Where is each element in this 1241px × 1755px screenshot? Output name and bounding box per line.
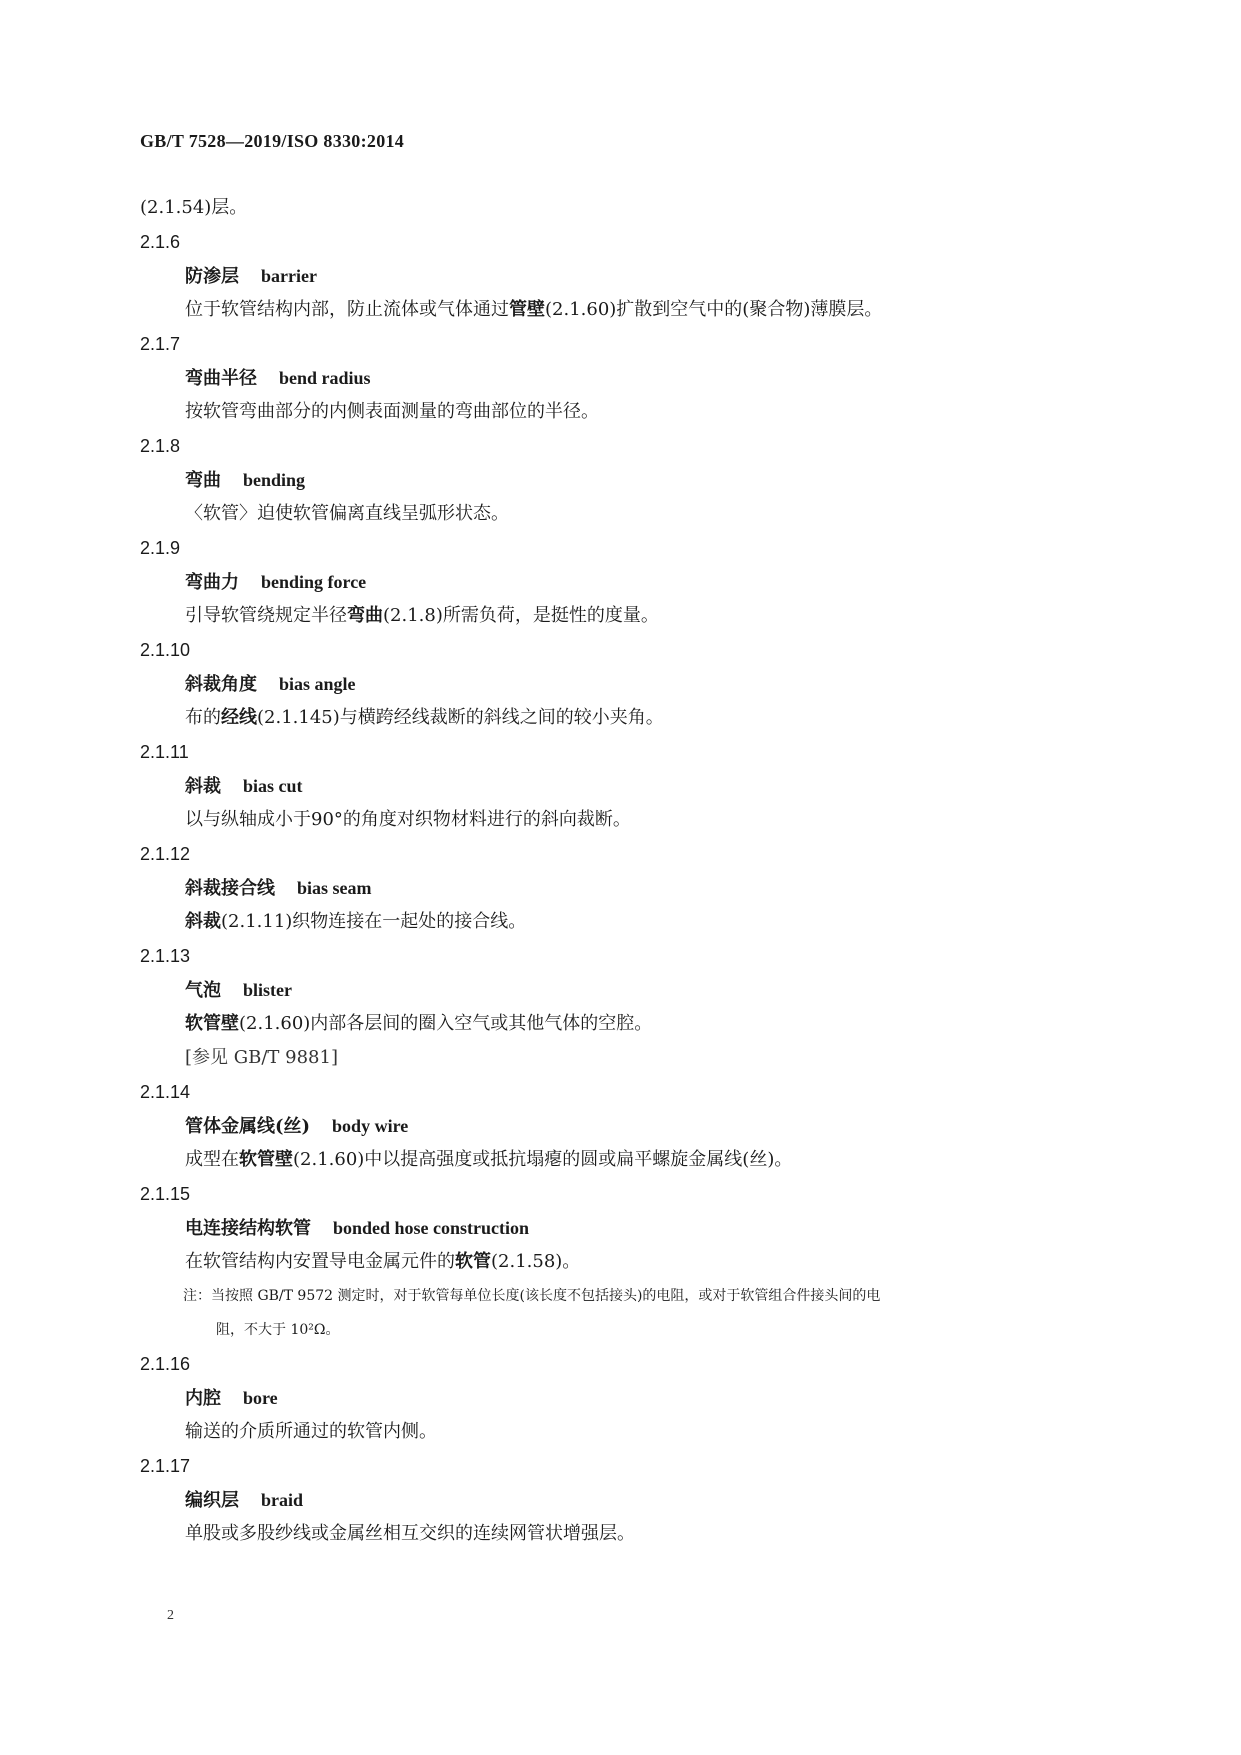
entry-number: 2.1.6 [140, 232, 181, 252]
def-text: 引导软管绕规定半径 [185, 605, 347, 626]
def-text: 〈软管〉迫使软管偏离直线呈弧形状态。 [185, 503, 509, 524]
def-text: 布的 [185, 707, 221, 728]
entry-number: 2.1.7 [140, 334, 181, 354]
entry-2-1-8 [140, 429, 1100, 531]
entry-2-1-12 [140, 837, 1100, 939]
term-en: bias angle [279, 674, 356, 694]
term-en: body wire [332, 1116, 409, 1136]
note-line: 阻，不大于 10²Ω。 [216, 1322, 340, 1338]
term-en: bend radius [279, 368, 371, 388]
definition [140, 1415, 1100, 1449]
term-zh: 弯曲力 [185, 572, 239, 593]
term-en: blister [243, 980, 292, 1000]
term-zh: 斜裁角度 [185, 674, 257, 695]
note [140, 1279, 1123, 1347]
term-en: braid [261, 1490, 304, 1510]
page-header: GB/T 7528—2019/ISO 8330:2014 [140, 131, 405, 151]
definition [140, 905, 1100, 939]
term [140, 463, 1100, 497]
term [140, 565, 1100, 599]
term-zh: 电连接结构软管 [185, 1218, 311, 1239]
entry-2-1-9 [140, 531, 1100, 633]
def-term-ref: 管壁 [509, 299, 545, 320]
term-en: bore [243, 1388, 278, 1408]
term-en: bonded hose construction [333, 1218, 530, 1238]
page-number: 2 [167, 1608, 174, 1623]
definition [140, 1245, 1100, 1279]
def-term-ref: 经线 [221, 707, 257, 728]
def-text: (2.1.58)。 [491, 1251, 581, 1272]
def-text: 按软管弯曲部分的内侧表面测量的弯曲部位的半径。 [185, 401, 599, 422]
term [140, 361, 1100, 395]
entry-2-1-11 [140, 735, 1100, 837]
entry-2-1-7 [140, 327, 1100, 429]
entry-number: 2.1.13 [140, 946, 191, 966]
entry-number: 2.1.12 [140, 844, 191, 864]
entry-2-1-16 [140, 1347, 1100, 1449]
note-line: 注：当按照 GB/T 9572 测定时，对于软管每单位长度(该长度不包括接头)的电阻，或对于软管组合件接头间的电 [183, 1288, 881, 1304]
term-en: bending force [261, 572, 367, 592]
continuation-line: (2.1.54)层。 [140, 197, 248, 218]
entry-number: 2.1.15 [140, 1184, 191, 1204]
definition [140, 395, 1100, 429]
term-zh: 斜裁接合线 [185, 878, 275, 899]
definition [140, 803, 1100, 837]
term [140, 1109, 1100, 1143]
term-zh: 弯曲半径 [185, 368, 257, 389]
def-text: 单股或多股纱线或金属丝相互交织的连续网管状增强层。 [185, 1523, 635, 1544]
term-zh: 气泡 [185, 980, 221, 1001]
def-term-ref: 软管 [455, 1251, 491, 1272]
definition [140, 599, 1100, 633]
entry-2-1-15 [140, 1177, 1100, 1347]
entry-number: 2.1.8 [140, 436, 181, 456]
definition [140, 1517, 1100, 1551]
def-text: 以与纵轴成小于90°的角度对织物材料进行的斜向裁断。 [185, 809, 631, 830]
entry-number: 2.1.16 [140, 1354, 191, 1374]
reference-note: [参见 GB/T 9881] [185, 1047, 338, 1068]
def-text: (2.1.8)所需负荷，是挺性的度量。 [383, 605, 659, 626]
definition [140, 293, 1100, 327]
def-text: 成型在 [185, 1149, 239, 1170]
entry-number: 2.1.11 [140, 742, 189, 762]
def-term-ref: 斜裁 [185, 911, 221, 932]
entry-2-1-14 [140, 1075, 1100, 1177]
term-zh: 斜裁 [185, 776, 221, 797]
entry-2-1-6 [140, 225, 1100, 327]
def-term-ref: 软管壁 [239, 1149, 293, 1170]
definition [140, 1143, 1100, 1177]
def-text: 位于软管结构内部，防止流体或气体通过 [185, 299, 509, 320]
term [140, 1483, 1100, 1517]
term [140, 871, 1100, 905]
term [140, 667, 1100, 701]
def-text: (2.1.11)织物连接在一起处的接合线。 [221, 911, 527, 932]
term-zh: 管体金属线(丝) [185, 1116, 311, 1137]
term [140, 259, 1100, 293]
term-zh: 编织层 [185, 1490, 239, 1511]
def-text: (2.1.145)与横跨经线裁断的斜线之间的较小夹角。 [257, 707, 664, 728]
definition [140, 1007, 1100, 1041]
term-zh: 防渗层 [185, 266, 239, 287]
term-en: barrier [261, 266, 317, 286]
definition [140, 497, 1100, 531]
def-term-ref: 软管壁 [185, 1013, 239, 1034]
term [140, 973, 1100, 1007]
entry-number: 2.1.14 [140, 1082, 191, 1102]
term-en: bias seam [297, 878, 372, 898]
term [140, 769, 1100, 803]
term-zh: 内腔 [185, 1388, 221, 1409]
entry-number: 2.1.17 [140, 1456, 191, 1476]
def-text: 在软管结构内安置导电金属元件的 [185, 1251, 455, 1272]
term-en: bias cut [243, 776, 303, 796]
entry-2-1-17 [140, 1449, 1100, 1551]
term-zh: 弯曲 [185, 470, 221, 491]
entry-number: 2.1.9 [140, 538, 181, 558]
def-text: (2.1.60)扩散到空气中的(聚合物)薄膜层。 [545, 299, 883, 320]
page-content [140, 191, 1100, 1551]
entry-2-1-10 [140, 633, 1100, 735]
entry-number: 2.1.10 [140, 640, 191, 660]
def-text: (2.1.60)中以提高强度或抵抗塌瘪的圆或扁平螺旋金属线(丝)。 [293, 1149, 793, 1170]
definition [140, 701, 1100, 735]
term [140, 1381, 1100, 1415]
def-text: (2.1.60)内部各层间的圈入空气或其他气体的空腔。 [239, 1013, 653, 1034]
def-text: 输送的介质所通过的软管内侧。 [185, 1421, 437, 1442]
entry-2-1-13 [140, 939, 1100, 1075]
term-en: bending [243, 470, 306, 490]
def-term-ref: 弯曲 [347, 605, 383, 626]
term [140, 1211, 1100, 1245]
